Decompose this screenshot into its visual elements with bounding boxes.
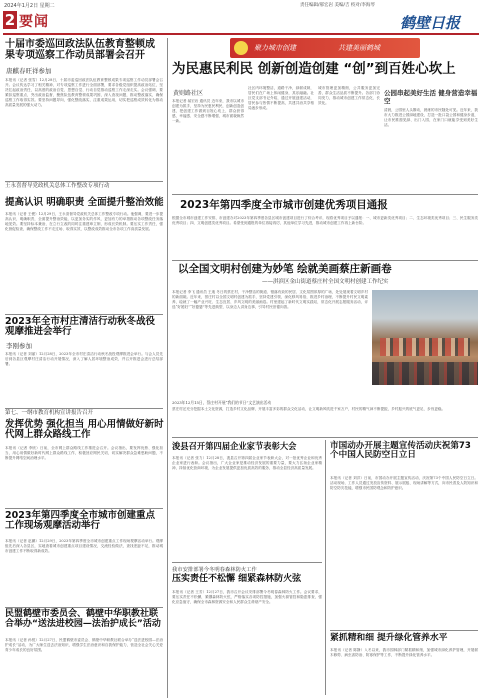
feature-headline: 以全国文明村创建为妙笔 绘就美画蔡庄新画卷 — [178, 263, 392, 275]
newspaper-logo: 鹤壁日报 — [400, 14, 461, 32]
article-body: 本报讯（记者 王俊）12月29日，王永喜督导党政机关总体工作整改专项行动。他强调，要进一步提高认识，明确职责，全面提升整治效能，以更加务实的作风、更加有力的举措推动各项整改任务落地见效。要坚持标本兼治，在立行立改的同时注重建章立制，形成长效机制。要压实工作责任，强化督促检查，确保整改工作不走过场、取得实效，以整改成效推动全市各项工作高质量发展。 — [5, 212, 163, 231]
header-rule — [3, 33, 479, 35]
article-body: 本报讯（记者 孙悦）12月27日，民盟鹤壁市委员会、鹤壁中华职教社联合举办“送法进校园—法治护成长”活动，为广大师生送去法治知识，增强学生法治意识和自我保护能力，营造全社会关心关爱青少年成长的良好氛围。 — [5, 638, 163, 652]
masthead — [0, 0, 482, 42]
article-body: 本报讯（记者 刘洋）日前，市国动办开展主题宣传活动，庆祝第73个中国人民防空日立日。活动现场，工作人员通过发放宣传资料、展示展板、现场讲解等方式，向市民普及人防知识和防空防灾技能，增强市民国防观念和防护意识。 — [330, 476, 478, 490]
article-body: 本报讯（记者 陈静）入冬以来，我市园林部门紧抓精和细，加强城市绿化养护管理，开展树木修剪、病虫害防治、防寒保护等工作，不断提升绿化管养水平。 — [330, 648, 478, 657]
article-body: 清晨，公园里人头攒动，晨练的市民随处可见。近年来，我市大力推进公园绿地建设，打造一批口袋公园和健身步道，让市民推窗见绿、出门入园，在家门口就能享受到美好生活。 — [384, 108, 478, 127]
headline-online-work: 发挥优势 强化担当 用心用情做好新时代网上群众路线工作 — [5, 419, 164, 441]
section-number: 2 — [4, 11, 16, 29]
article-body: 本报讯（记者 王芳）12月27日，我市召开会议安排部署今冬明春森林防火工作。会议要求，要压实责任不松懈，紧绷森林防火弦，严格落实各项防控措施，加强火源管控和隐患排查，强化应急值守，确保全市森林资源安全和人民群众生命财产安全。 — [172, 590, 322, 604]
headline-village-cleaning: 2023年全市村庄清洁行动秋冬战役观摩推进会举行 — [5, 316, 155, 338]
banner-text-right: 共建美丽鹤城 — [338, 44, 380, 52]
bottom-column-divider — [325, 440, 326, 695]
photo-caption: 2023年12月15日，蔡庄村开展“我们的节日”文艺演出活动 — [172, 400, 272, 405]
section-name: 要闻 — [19, 14, 49, 30]
headline-party-committee: 十届市委巡回政法队伍教育整顿成果专项巡察工作动员部署会召开 — [5, 39, 155, 61]
article-body: 根据全市城市创建工作安排，市创建办对2023年第四季度各县区城市创建项目进行了综合考评，现将优秀项目予以通报：一、城市更新类优秀项目；二、生态环境类优秀项目；三、民生服务类优秀项目；四、文明创建类优秀项目。希望受到通报的单位再接再厉，其他单位学习先进，推动城市创建工作再上新台阶。 — [172, 216, 478, 225]
headline-civil-air-defense: 市国动办开展主题宣传活动庆祝第73个中国人民防空日立日 — [330, 441, 471, 461]
byline-party-committee: 唐麒春旺祥参加 — [6, 67, 52, 75]
kicker-online-work: 第七、一纲市教育机构宣讲报告召开 — [5, 410, 94, 416]
headline-greening: 紧抓精和细 提升绿化管养水平 — [330, 633, 448, 643]
city-creation-banner — [230, 38, 420, 58]
article-body: 本报记者 郝宏岩 通讯员 近年来，我市以城市创建为抓手，坚持为民惠民利民，创新创造创建，把创建工作做到百姓心坎上，群众获得感、幸福感、安全感不断增强，城市面貌焕然一新。 — [172, 99, 244, 123]
headline-law-campus: 民盟鹤壁市委员会、鹤壁中华职教社联合举办“送法进校园—法治护成长”活动 — [5, 609, 161, 629]
article-body: 本报记者 李飞 通讯员 王迪 冬日的蔡庄村，干净整洁的街道、错落有致的民居、文化氛围浓厚的广场，处处展现着文明乡村的新面貌。近年来，蔡庄村以全国文明村创建为抓手，坚持党建引领，深化移风易俗，推进乡村治理，不断提升村民文明素养，绘就了一幅产业兴旺、生态宜居、乡风文明的美丽画卷。村里建起了新时代文明实践站，常态化开展志愿服务活动，评选“好媳妇”“好婆婆”等先进典型，以身边人讲身边事，引导村民崇德向善。 — [172, 290, 368, 309]
story-label-community: 黄则路社区 — [173, 90, 204, 97]
article-body: 社区内环境整洁，道路干净，绿树成荫，居民们在广场上休闲健身，其乐融融。社区党支部书记介绍，通过开展创建活动，居民参与热情不断提高，共建共治共享格局逐步形成。 — [248, 86, 314, 110]
feature-subtitle: ——淇滨区金山街道蔡庄村全国文明村创建工作纪实 — [262, 279, 389, 285]
kicker-rectification: 王永喜督导党政机关总体工作整改专项行动 — [5, 183, 110, 189]
headline-rectification: 提高认识 明确职责 全面提升整治效能 — [5, 197, 164, 208]
banner-text-left: 聚力城市创建 — [254, 44, 296, 52]
article-body: 本报讯（记者 张雪）12月28日，十届市委巡回政法队伍教育整顿成果专项巡察工作动员部署会召开。会议传达学习了相关精神，对专项巡察工作进行全面部署，要求各级党组织提高政治站位，坚决扛起政治责任，以高度的政治自觉、思想自觉、行动自觉推动巡察工作走深走实。会议强调，要紧扣巡察重点，突出政治监督，聚焦队伍教育整顿成果巩固，深入查找问题，推动整改落实，确保巡察工作取得实效。要坚持问题导向，强化整改落实，注重成果运用，切实把巡察成效转化为推动高质量发展的强大动力。 — [5, 78, 163, 107]
editor-credits: 责任编辑/郝宏岩 美编/吉 校对/李海琴 — [300, 3, 375, 8]
headline-city-creation-tour: 2023年第四季度全市城市创建重点工作现场观摩活动举行 — [5, 510, 155, 532]
article-body: 本报讯（记者 刘丽）12月28日，2023年全市村庄清洁行动秋冬战役观摩推进会举行。与会人员先后到各县区观摩村庄清洁行动开展情况，深入了解人居环境整治成效，并召开推进会进行总结部署。 — [5, 352, 163, 366]
article-body: 本报讯（记者 张力）12月28日，浚县召开第四届企业家节表彰大会，对一批优秀企业和优秀企业家进行表彰。会议指出，广大企业家是推动经济发展的重要力量，要大力弘扬企业家精神，持续优化营商环境，为企业发展提供更加优质高效的服务，推动全县经济高质量发展。 — [172, 456, 322, 470]
kicker-forest-fire: 我市安排部署今冬明春森林防火工作 — [172, 567, 257, 573]
headline-entrepreneur-festival: 浚县召开第四届企业家节表彰大会 — [172, 441, 297, 451]
byline-village-cleaning: 李刚参加 — [6, 342, 32, 350]
article-body: 本报讯（记者 赵鹏）12月29日，2023年第四季度全市城市创建重点工作现场观摩活动举行。观摩组先后深入各县区，实地查看城市创建重点项目建设情况，交流经验做法，查找差距不足，推动城市创建工作不断取得新成效。 — [5, 539, 163, 553]
banner-emblem-icon — [234, 41, 248, 55]
story-label-park: 公园串起美好生活 健身营造幸福空 — [384, 89, 478, 105]
notice-headline: 2023年第四季度全市城市创建优秀项目通报 — [180, 199, 388, 211]
article-body: 本报讯（记者 李欣）日前，全市网上群众路线工作推进会召开。会议指出，要发挥优势、强化担当，用心用情做好新时代网上群众路线工作，积极回应网民关切，切实解决群众急难愁盼问题，不断提升网络空间治理水平。 — [5, 446, 163, 460]
headline-forest-fire: 压实责任不松懈 细紧森林防火弦 — [172, 574, 302, 584]
village-performance-photo — [372, 290, 478, 385]
article-body: 蔡庄村还充分挖掘本土文化资源，打造乡村文化品牌，开展丰富多彩的群众文化活动，让文明新风吹进千家万户，村民的精气神不断提振，乡村振兴的底气更足、步伐更稳。 — [172, 407, 446, 411]
issue-date: 2024年1月2日 星期二 — [4, 3, 55, 9]
lead-headline: 为民惠民利民 创新创造创建 “创”到百姓心坎上 — [172, 61, 456, 77]
article-body: 城市管理更加精细，公共服务更加完善，群众生活品质不断提升。各部门协同发力，推动城市创建工作常态化、长效化。 — [318, 86, 380, 105]
left-column-divider — [167, 38, 168, 698]
